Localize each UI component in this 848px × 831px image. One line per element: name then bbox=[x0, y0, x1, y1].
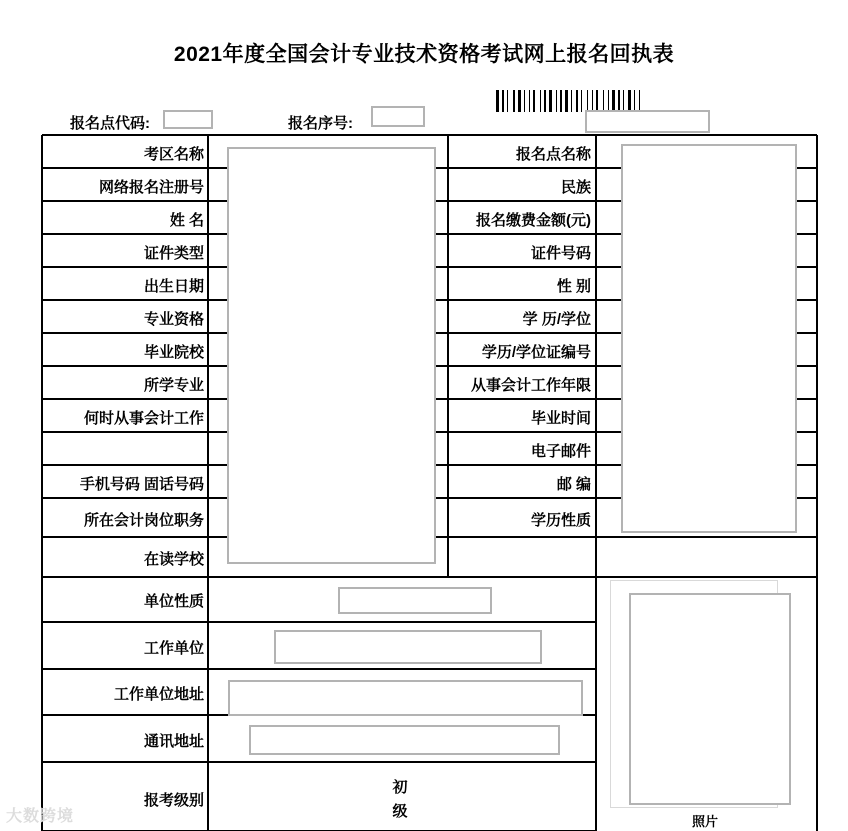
left-label-5: 专业资格 bbox=[143, 311, 204, 328]
left-label-2: 姓 名 bbox=[169, 212, 204, 229]
left-label-11: 所在会计岗位职务 bbox=[83, 512, 204, 529]
left-label-10: 手机号码 固话号码 bbox=[79, 476, 204, 493]
lower-label-4: 报考级别 bbox=[143, 792, 204, 809]
lower-label-1: 工作单位 bbox=[143, 640, 204, 657]
site-code-label: 报名点代码: bbox=[70, 115, 150, 132]
right-label-10: 邮 编 bbox=[556, 476, 591, 493]
lower-label-2: 工作单位地址 bbox=[113, 686, 204, 703]
right-label-1: 民族 bbox=[560, 179, 591, 196]
right-label-3: 证件号码 bbox=[530, 245, 591, 262]
right-label-6: 学历/学位证编号 bbox=[481, 344, 591, 361]
photo-label: 照片 bbox=[692, 814, 719, 829]
right-label-2: 报名缴费金额(元) bbox=[476, 212, 591, 229]
page-title: 2021年度全国会计专业技术资格考试网上报名回执表 bbox=[173, 43, 675, 66]
redacted-employer bbox=[274, 630, 542, 664]
redacted-left-values bbox=[227, 147, 436, 564]
left-label-3: 证件类型 bbox=[143, 245, 204, 262]
redacted-employer-address bbox=[228, 680, 583, 716]
right-label-0: 报名点名称 bbox=[515, 146, 591, 163]
photo-area bbox=[629, 593, 791, 805]
lower-label-3: 通讯地址 bbox=[143, 733, 204, 750]
left-label-6: 毕业院校 bbox=[143, 344, 204, 361]
left-label-7: 所学专业 bbox=[143, 377, 204, 394]
redacted-mailing-address bbox=[249, 725, 560, 755]
right-label-4: 性 别 bbox=[556, 278, 591, 295]
left-label-8: 何时从事会计工作 bbox=[83, 410, 204, 427]
watermark: 大数跨境 bbox=[6, 808, 75, 825]
right-label-5: 学 历/学位 bbox=[522, 311, 591, 328]
exam-level-value: 初 级 bbox=[392, 779, 408, 820]
left-label-1: 网络报名注册号 bbox=[98, 179, 204, 196]
left-label-0: 考区名称 bbox=[143, 146, 204, 163]
seq-label: 报名序号: bbox=[288, 115, 353, 132]
left-label-12: 在读学校 bbox=[143, 551, 204, 568]
left-label-4: 出生日期 bbox=[143, 278, 204, 295]
right-label-8: 毕业时间 bbox=[530, 410, 591, 427]
redacted-right-values bbox=[621, 144, 797, 533]
right-label-7: 从事会计工作年限 bbox=[470, 377, 591, 394]
redacted-unit-type bbox=[338, 587, 492, 614]
right-label-11: 学历性质 bbox=[530, 512, 591, 529]
lower-label-0: 单位性质 bbox=[143, 593, 204, 610]
right-label-9: 电子邮件 bbox=[530, 443, 591, 460]
